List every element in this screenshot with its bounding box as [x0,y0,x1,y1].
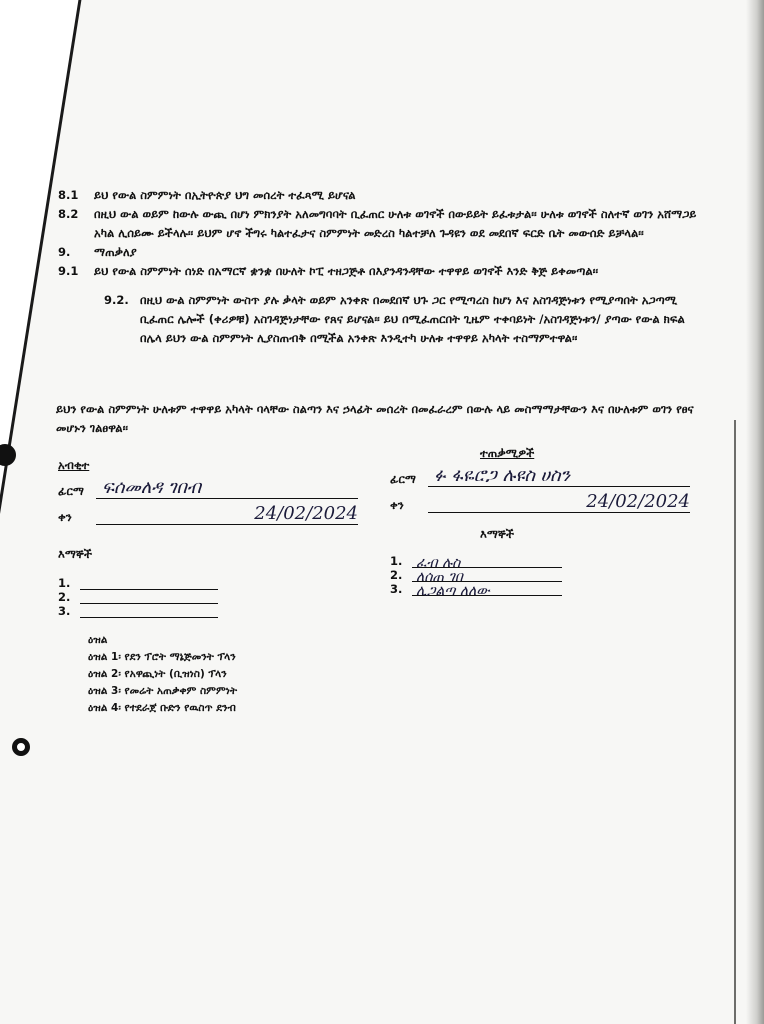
blank-line [80,593,218,604]
annex-item: ዕዝል 1፡ የደን ፕሮት ማኔጅመንት ፕላን [88,651,236,663]
right-signatory [390,446,690,599]
witness-row: 2. [58,590,358,604]
handwritten-date: 24/02/2024 [586,491,690,512]
clause-8-2 [58,205,698,243]
handwritten-signature: ሊጋልጣ ለለው [416,583,490,599]
witness-signature-line [412,567,562,585]
left-signatory [58,458,358,717]
date-label: ቀን [390,498,404,512]
witness-signature-line [412,553,562,571]
right-party-title: ተጠቃሚዎች [480,446,535,460]
signature-line [96,476,358,499]
witness-row: 2. ለሰጠ ገበ [390,568,690,582]
annex-item: ዕዝል 3፡ የመሬት አጠቃቀም ስምምነት [88,685,238,697]
right-date-row [390,487,690,513]
witnesses-title: እማኞች [58,547,93,561]
witness-row: 1. ፈብ ሉስ [390,554,690,568]
clause-9-heading [58,243,698,262]
left-date-row [58,499,358,525]
left-party-title: አብቂተ [58,458,90,472]
clause-number: 8.1 [58,188,79,202]
clause-text: በዚህ ውል ወይም ከውሉ ውጪ በሆነ ምክንያት አለመግባባት ቢፈጠር ሁለቱ ወገኖች በውይይት ይፈቱታል፡፡ ሁለቱ ወገኖች ስለተኛ ወገን አሸማጋይ አካል ሊሰይሙ ይችላሉ፡፡ ይህም ሆኖ ችግሩ ካልተፈታና ስምምነት መድረስ ካልተቻለ ጉዳዩን ወደ መደበኛ ፍርድ ቤት መውሰድ ይቻላል፡፡ [94,207,697,240]
date-line [96,502,358,525]
handwritten-signature: ፍሰመለዳ ገበብ [102,477,202,498]
clauses-section [58,186,698,348]
section-heading: ማጠቃለያ [94,245,137,259]
clause-9-2 [58,291,698,348]
blank-line [80,607,218,618]
witness-row: 3. ሊጋልጣ ለለው [390,582,690,596]
annex-item: ዕዝል 4፡ የተደራጀ ቡድን የዉስጥ ደንብ [88,702,236,714]
signature-line [428,464,690,487]
clause-number: 8.2 [58,207,79,221]
handwritten-signature: ፉ ፋዬሮጋ ሉዩስ ሀስን [434,465,571,486]
punch-hole [12,738,30,756]
annex-title: ዕዝል [88,634,108,646]
clause-text: ይህ የውል ስምምነት በኢትዮጵያ ህግ መሰረት ተፈጻሚ ይሆናል [94,188,356,202]
handwritten-signature: ለሰጠ ገበ [416,569,463,585]
date-label: ቀን [58,510,72,524]
clause-number: 9. [58,245,71,259]
witness-row: 3. [58,604,358,618]
handwritten-signature: ፈብ ሉስ [416,555,461,571]
clause-9-1 [58,262,698,281]
clause-text: በዚህ ውል ስምምነት ውስጥ ያሉ ቃላት ወይም አንቀጽ በመደበኛ ህጉ ጋር የሚጣረስ ከሆነ እና አስገዳጅነቱን የሚያጣበት አጋጣሚ ቢፈጠር ሌሎች (ቀሪዎቹ) አስገዳጅነታቸው የጸና ይሆናል፡፡ ይህ በሚፈጠርበት ጊዜም ተቀባይነት /አስገዳጅነቱን/ ያጣው የውል ክፍል በሌላ ይህን ውል ስምምነት ሊያስጠብቅ በሚችል አንቀጽ እንዲተካ ሁለቱ ተዋዋይ አካላት ተስማምተዋል፡፡ [140,293,685,345]
witness-signature-line [412,581,562,599]
page-fold-line [734,420,736,1024]
annex-item: ዕዝል 2፡ የአዋጪነት (ቢዝነስ) ፕላን [88,668,227,680]
clause-text: ይህ የውል ስምምነት ሰነድ በአማርኛ ቋንቋ በሁለት ኮፒ ተዘጋጅቶ በእያንዳንዳቸው ተዋዋይ ወገኖች እንድ ቅጅ ይቀመጣል፡፡ [94,264,599,278]
closing-statement: ይህን የውል ስምምነት ሁለቱም ተዋዋይ አካላት ባላቸው ስልጣን እና ኃላፊት መሰረት በመፈራረም በውሉ ላይ መስማማታቸውን እና በሁለቱም ወገን የፀና መሆኑን ገልፀዋል፡፡ [56,402,694,435]
date-line [428,490,690,513]
clause-8-1 [58,186,698,205]
clause-number: 9.1 [58,264,79,278]
signature-label: ፊርማ [390,472,416,486]
witnesses-title: እማኞች [480,527,515,541]
blank-line [80,579,218,590]
annex-list [58,632,358,717]
witness-row: 1. [58,576,358,590]
page-edge-right [746,0,764,1024]
punch-hole [0,444,16,466]
left-signature-row [58,473,358,499]
right-signature-row [390,461,690,487]
handwritten-date: 24/02/2024 [254,503,358,524]
clause-number: 9.2. [104,293,129,307]
signature-label: ፊርማ [58,484,84,498]
